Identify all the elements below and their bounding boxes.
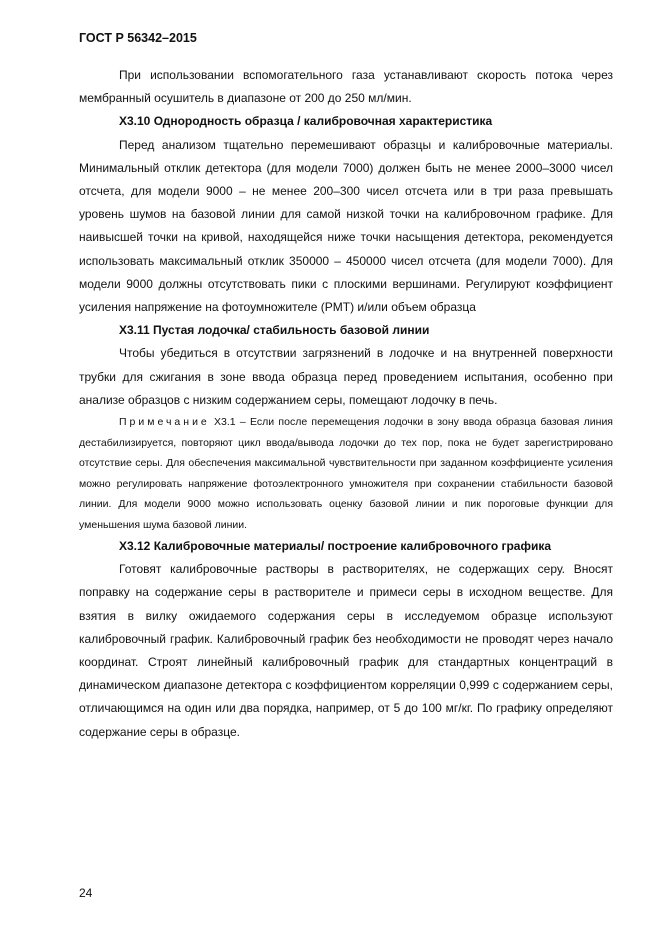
document-body: [79, 64, 613, 744]
note-label: Примечание: [119, 416, 210, 429]
note-text: Х3.1 – Если после перемещения лодочки в зону ввода образца базовая линия дестабилизируется, повторяют цикл ввода/вывода лодочки до тех пор, пока не будет зарегистрировано отсутствие серы. Для обеспечения максимальной чувствительности при заданном коэффициенте усиления можно регулировать напряжение фотоэлектронного умножителя при сохранении стабильности базовой линии. Для модели 9000 можно использовать оценку базовой линии и пик пороговые функции для уменьшения шума базовой линии.: [79, 416, 613, 531]
section-heading-x3-11: Х3.11 Пустая лодочка/ стабильность базовой линии: [119, 323, 430, 338]
paragraph-empty-boat: Чтобы убедиться в отсутствии загрязнений в лодочке и на внутренней поверхности трубки для сжигания в зоне ввода образца перед проведением испытания, особенно при анализе образцов с низким содержанием серы, помещают лодочку в печь.: [79, 346, 613, 407]
note-x3-1: [79, 412, 613, 535]
section-heading-x3-12: Х3.12 Калибровочные материалы/ построение калибровочного графика: [119, 539, 552, 554]
paragraph-calibration: Готовят калибровочные растворы в растворителях, не содержащих серу. Вносят поправку на содержание серы в растворителе и примеси серы в исходном веществе. Для взятия в вилку ожидаемого содержания серы в исследуемом образце используют калибровочный график. Калибровочный график без необходимости не проводят через начало координат. Строят линейный калибровочный график для стандартных концентраций в динамическом диапазоне детектора с коэффициентом корреляции 0,999 с содержанием серы, отличающимся на один или два порядка, например, от 5 до 100 мг/кг. По графику определяют содержание серы в образце.: [79, 562, 613, 739]
document-header: ГОСТ Р 56342–2015: [79, 31, 197, 45]
section-heading-x3-10: Х3.10 Однородность образца / калибровочная характеристика: [119, 114, 493, 129]
paragraph-homogeneity: Перед анализом тщательно перемешивают образцы и калибровочные материалы. Минимальный отклик детектора (для модели 7000) должен быть не менее 2000–3000 чисел отсчета, для модели 9000 – не менее 200–300 чисел отсчета или в три раза превышать уровень шумов на базовой линии для самой низкой точки на калибровочном графике. Для наивысшей точки на кривой, находящейся ниже точки насыщения детектора, рекомендуется использовать максимальный отклик 350000 – 450000 чисел отсчета (для модели 7000). Для модели 9000 должны отсутствовать пики с плоскими вершинами. Регулируют коэффициент усиления напряжение на фотоумножителе (PMT) и/или объем образца: [79, 137, 613, 315]
paragraph-gas-flow: При использовании вспомогательного газа устанавливают скорость потока через мембранный осушитель в диапазоне от 200 до 250 мл/мин.: [79, 68, 613, 106]
page-number: 24: [79, 886, 93, 900]
